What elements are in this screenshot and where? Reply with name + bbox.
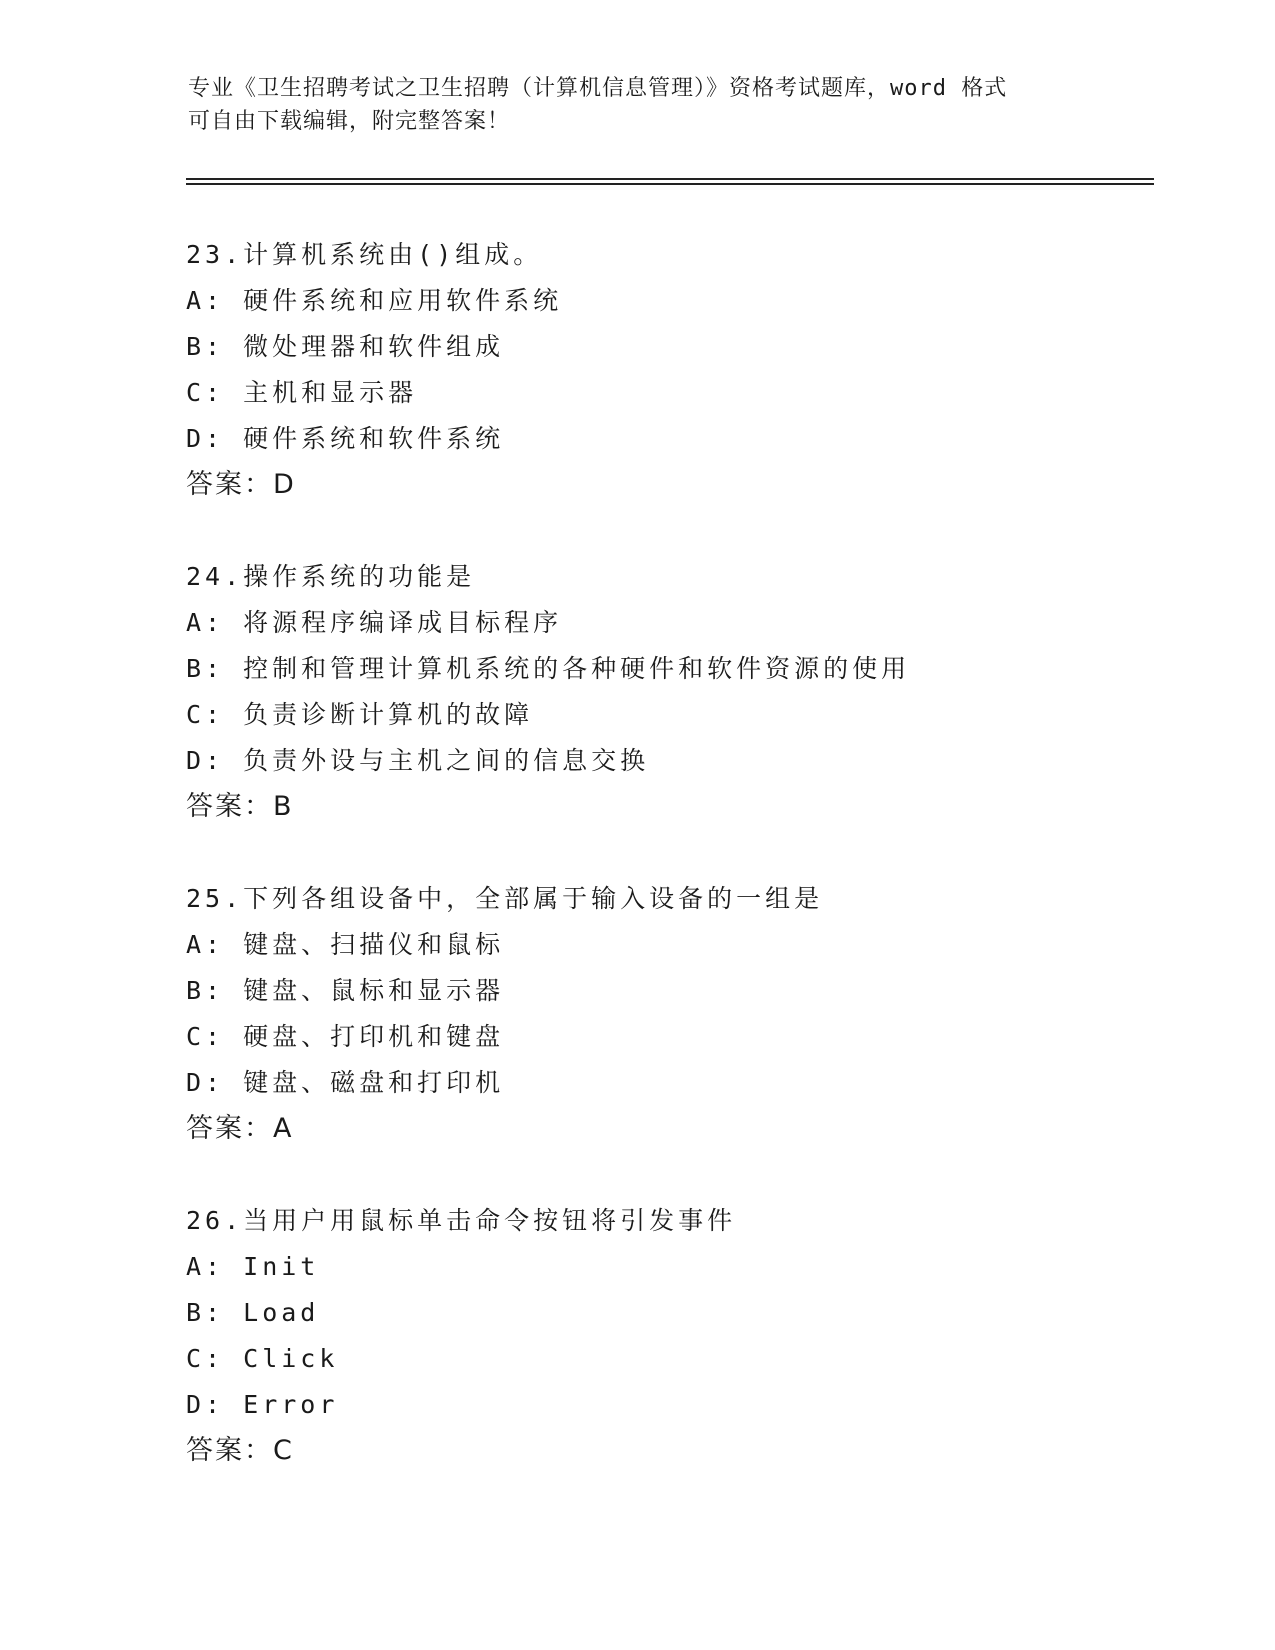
question-stem: 23.计算机系统由()组成。 [186, 240, 543, 269]
question-list [186, 232, 1166, 1520]
answer-line: 答案：A [186, 1113, 294, 1144]
question-25 [186, 876, 1166, 1152]
header-line-2: 可自由下载编辑，附完整答案！ [188, 109, 511, 134]
option-a: A: Init [186, 1252, 320, 1281]
question-26 [186, 1198, 1166, 1474]
option-c: C: 负责诊断计算机的故障 [186, 700, 534, 729]
option-d: D: 硬件系统和软件系统 [186, 424, 505, 453]
option-a: A: 将源程序编译成目标程序 [186, 608, 563, 637]
document-header [188, 72, 1088, 138]
answer-line: 答案：B [186, 791, 294, 822]
option-a: A: 键盘、扫描仪和鼠标 [186, 930, 505, 959]
question-24 [186, 554, 1166, 830]
option-d: D: 键盘、磁盘和打印机 [186, 1068, 505, 1097]
question-stem: 24.操作系统的功能是 [186, 562, 476, 591]
header-divider-top [186, 178, 1154, 180]
question-stem: 26.当用户用鼠标单击命令按钮将引发事件 [186, 1206, 737, 1235]
header-divider-bottom [186, 183, 1154, 185]
option-c: C: 硬盘、打印机和键盘 [186, 1022, 505, 1051]
option-d: D: Error [186, 1390, 339, 1419]
answer-line: 答案：C [186, 1435, 294, 1466]
option-d: D: 负责外设与主机之间的信息交换 [186, 746, 650, 775]
answer-line: 答案：D [186, 469, 296, 500]
option-c: C: 主机和显示器 [186, 378, 418, 407]
option-c: C: Click [186, 1344, 339, 1373]
header-line-1: 专业《卫生招聘考试之卫生招聘（计算机信息管理）》资格考试题库，word 格式 [188, 76, 1008, 101]
option-b: B: 键盘、鼠标和显示器 [186, 976, 505, 1005]
option-b: B: 微处理器和软件组成 [186, 332, 505, 361]
option-b: B: Load [186, 1298, 320, 1327]
option-b: B: 控制和管理计算机系统的各种硬件和软件资源的使用 [186, 654, 911, 683]
option-a: A: 硬件系统和应用软件系统 [186, 286, 563, 315]
question-23 [186, 232, 1166, 508]
question-stem: 25.下列各组设备中，全部属于输入设备的一组是 [186, 884, 824, 913]
